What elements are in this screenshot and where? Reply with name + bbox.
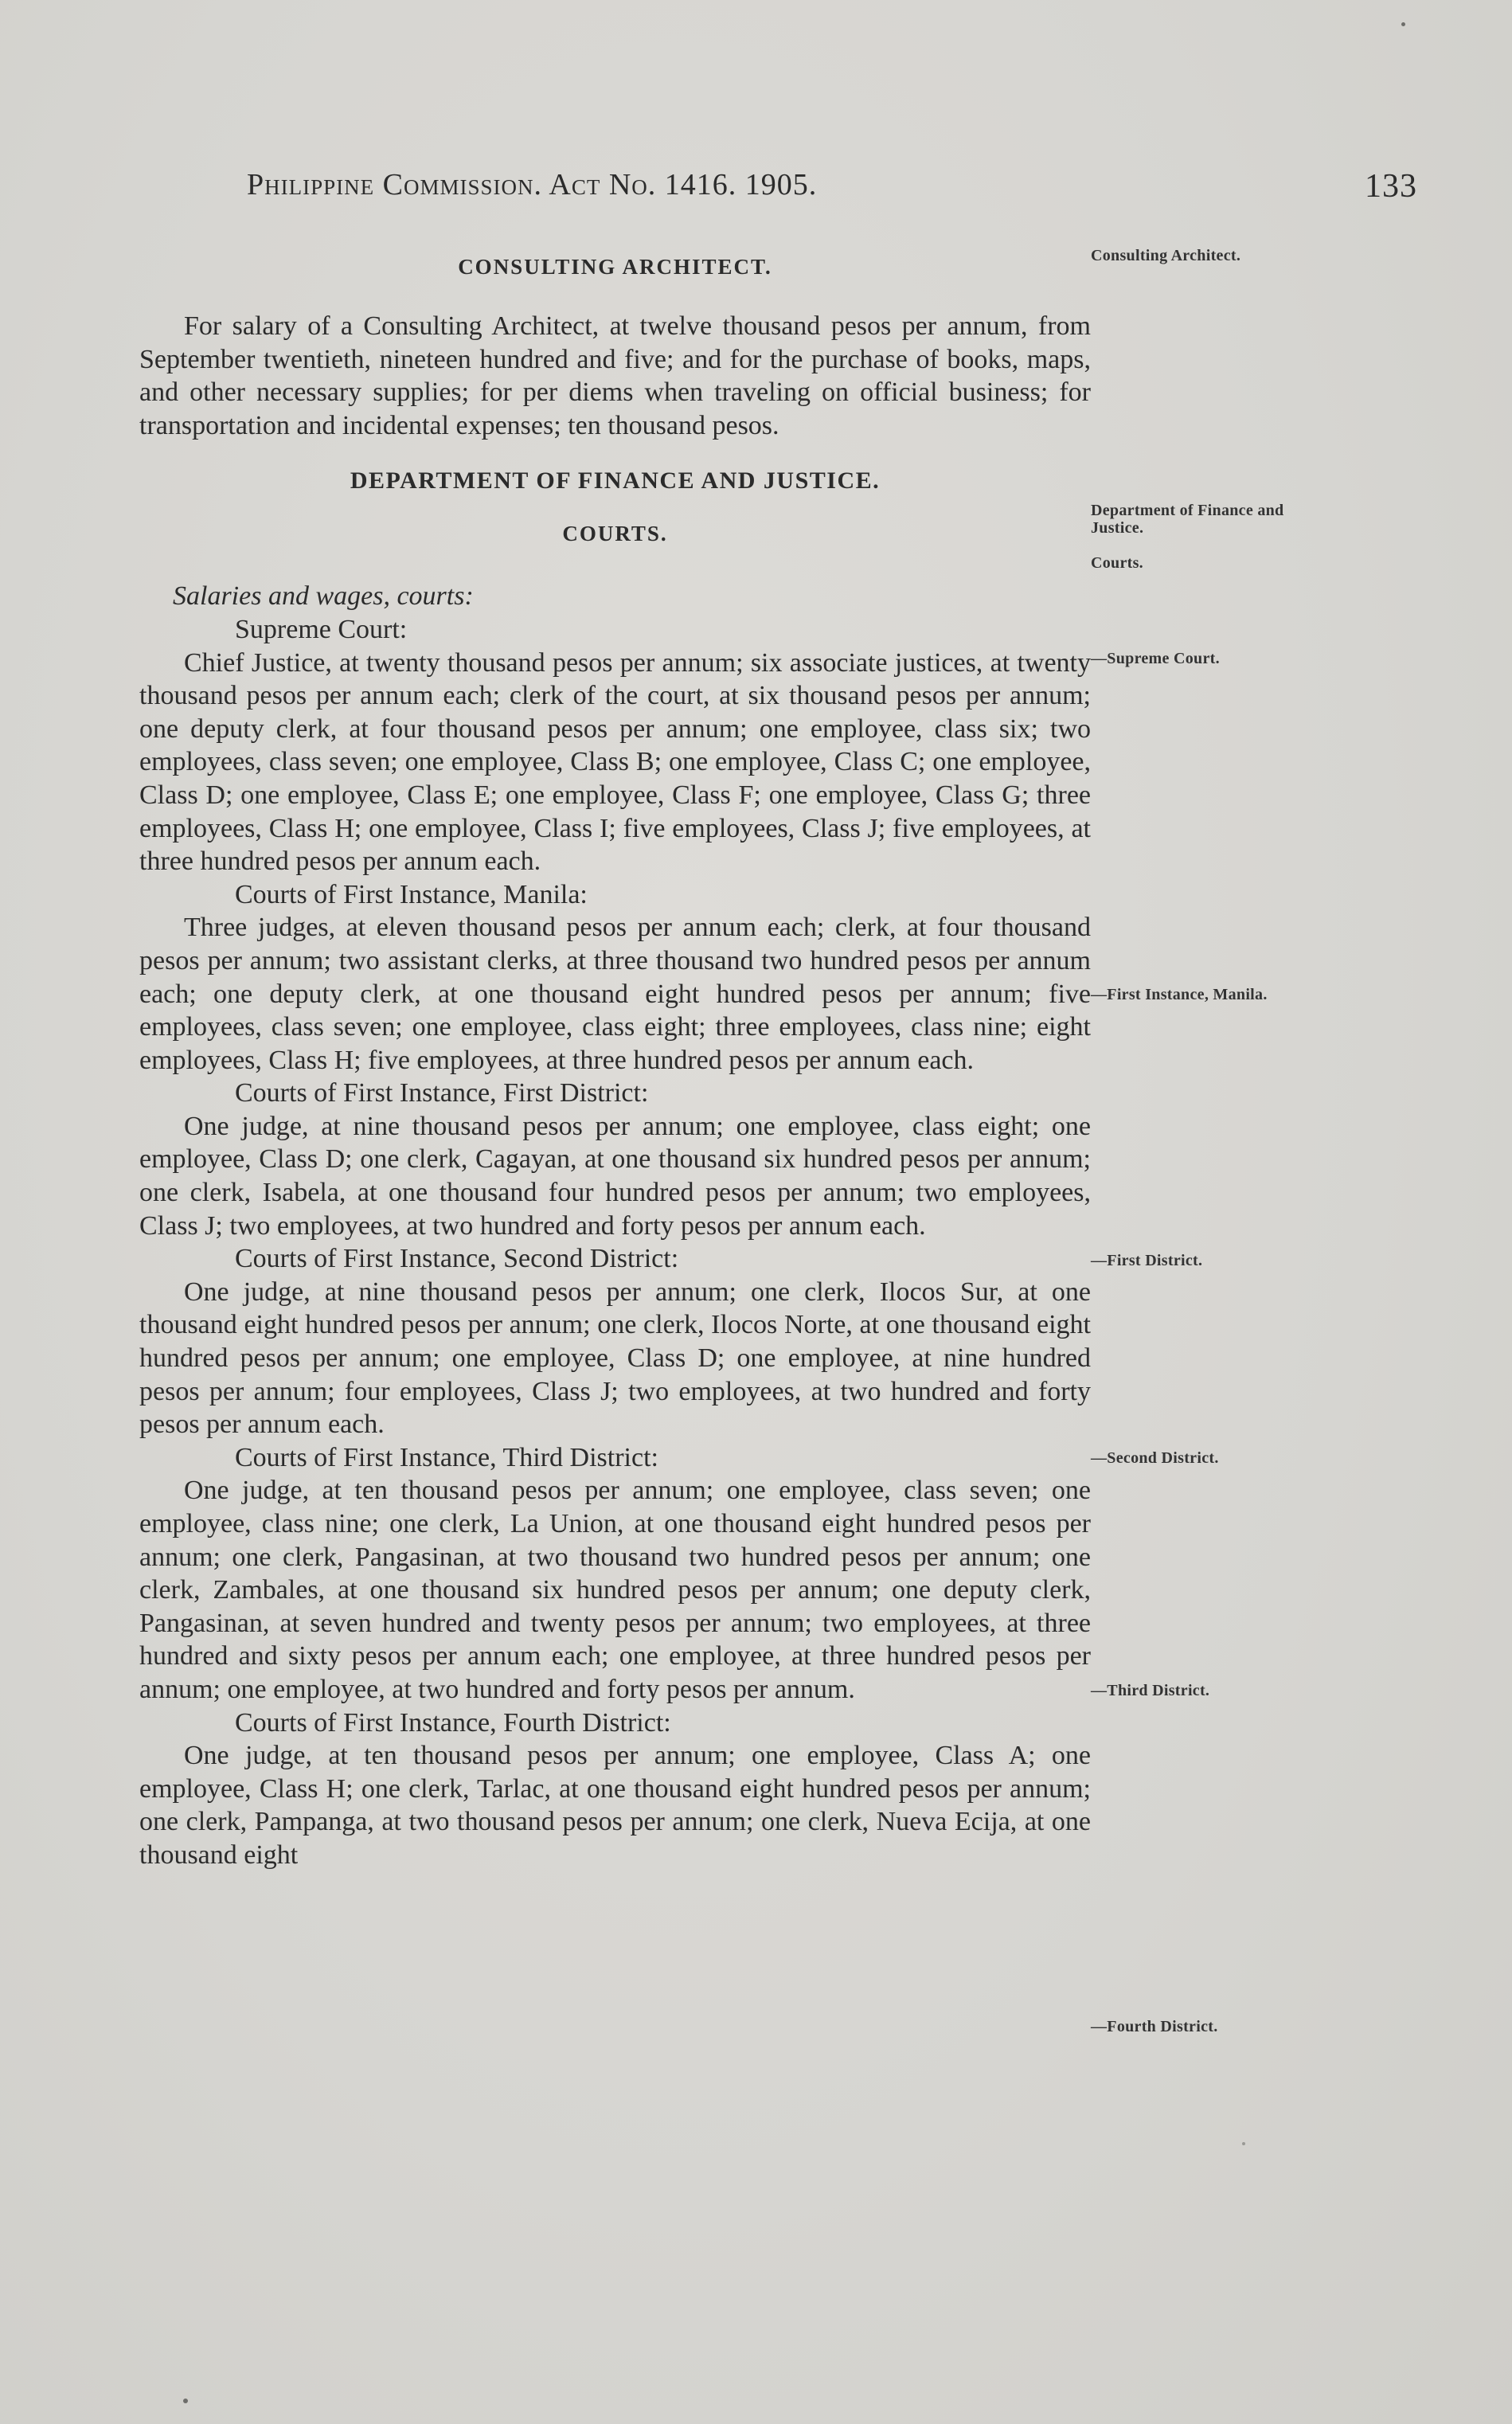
note-fourth-district: —Fourth District. [1091, 2018, 1218, 2035]
department-heading: DEPARTMENT OF FINANCE AND JUSTICE. [350, 467, 881, 495]
note-second-district: —Second District. [1091, 1449, 1219, 1467]
note-consulting-architect: Consulting Architect. [1091, 247, 1241, 264]
fourth-district-title: Courts of First Instance, Fourth District: [235, 1707, 671, 1738]
page-number: 133 [1365, 168, 1417, 205]
supreme-court-paragraph: Chief Justice, at twenty thousand pesos per annum; six associate justices, at twenty thousand pesos per annum each; clerk of the court, at six thousand pesos per annum; one deputy clerk, at four thousand pesos per annum; one employee, class six; two employees, class seven; one employee, Class B; one employee, Class C; one employee, Class D; one employee, Class E; one employee, Class F; one employee, Class G; three employees, Class H; one employee, Class I; five employees, Class J; five employees, at three hundred pesos per annum each. [139, 647, 1091, 877]
first-district-paragraph: One judge, at nine thousand pesos per annum; one employee, class eight; one employee, Class D; one clerk, Cagayan, at one thousand six hundred pesos per annum; one clerk, Isabela, at one thousand four hundred pesos per annum; two employees, Class J; two employees, at two hundred and forty pesos per annum each. [139, 1111, 1091, 1241]
second-district-title: Courts of First Instance, Second District: [235, 1244, 679, 1274]
note-department: Department of Finance and Justice. [1091, 502, 1284, 537]
speck-mark [1242, 2142, 1245, 2145]
first-district-title: Courts of First Instance, First District: [235, 1078, 649, 1108]
supreme-court-title: Supreme Court: [235, 614, 408, 644]
courts-intro: Salaries and wages, courts: [173, 581, 474, 612]
first-instance-manila-paragraph: Three judges, at eleven thousand pesos per annum each; clerk, at four thousand pesos per annum; two assistant clerks, at three thousand two hundred pesos per annum each; one deputy clerk, at one thousand eight hundred pesos per annum; five employees, class seven; one employee, class eight; three employees, class nine; eight employees, Class H; five employees, at three hundred pesos per annum each. [139, 913, 1091, 1075]
consulting-architect-heading: CONSULTING ARCHITECT. [458, 255, 772, 279]
courts-heading: COURTS. [562, 522, 668, 546]
note-first-district: —First District. [1091, 1252, 1203, 1269]
third-district-paragraph: One judge, at ten thousand pesos per annum; one employee, class seven; one employee, class nine; one clerk, La Union, at one thousand eight hundred pesos per annum; one clerk, Pangasinan, at two thousand two hundred pesos per annum; one clerk, Zambales, at one thousand six hundred pesos per annum; one deputy clerk, Pangasinan, at seven hundred and twenty pesos per annum; two employees, at three hundred and sixty pesos per annum each; one employee, at three hundred pesos per annum; one employee, at two hundred and forty pesos per annum. [139, 1476, 1091, 1704]
fourth-district-paragraph: One judge, at ten thousand pesos per annum; one employee, Class A; one employee, Class H; one clerk, Tarlac, at one thousand eight hundred pesos per annum; one clerk, Pampanga, at two thousand pesos per annum; one clerk, Nueva Ecija, at one thousand eight [139, 1741, 1091, 1870]
note-supreme-court: —Supreme Court. [1091, 650, 1220, 667]
third-district-title: Courts of First Instance, Third District: [235, 1442, 658, 1472]
speck-mark [1401, 22, 1405, 26]
consulting-architect-paragraph: For salary of a Consulting Architect, at twelve thousand pesos per annum, from September twentieth, nineteen hundred and five; and for the purchase of books, maps, and other necessary supplies; for per diems when traveling on official business; for transportation and incidental expenses; ten thousand pesos. [139, 311, 1091, 440]
main-text [139, 239, 1091, 1872]
first-instance-manila-title: Courts of First Instance, Manila: [235, 879, 588, 909]
running-head: Philippine Commission. Act No. 1416. 1905. [247, 168, 818, 201]
note-first-instance-manila: —First Instance, Manila. [1091, 986, 1268, 1003]
speck-mark [183, 2399, 188, 2403]
second-district-paragraph: One judge, at nine thousand pesos per annum; one clerk, Ilocos Sur, at one thousand eight hundred pesos per annum; one clerk, Ilocos Norte, at one thousand eight hundred pesos per annum; one employee, Class D; one employee, at nine hundred pesos per annum; four employees, Class J; two employees, at two hundred and forty pesos per annum each. [139, 1277, 1091, 1440]
note-courts: Courts. [1091, 554, 1143, 572]
note-third-district: —Third District. [1091, 1682, 1210, 1699]
